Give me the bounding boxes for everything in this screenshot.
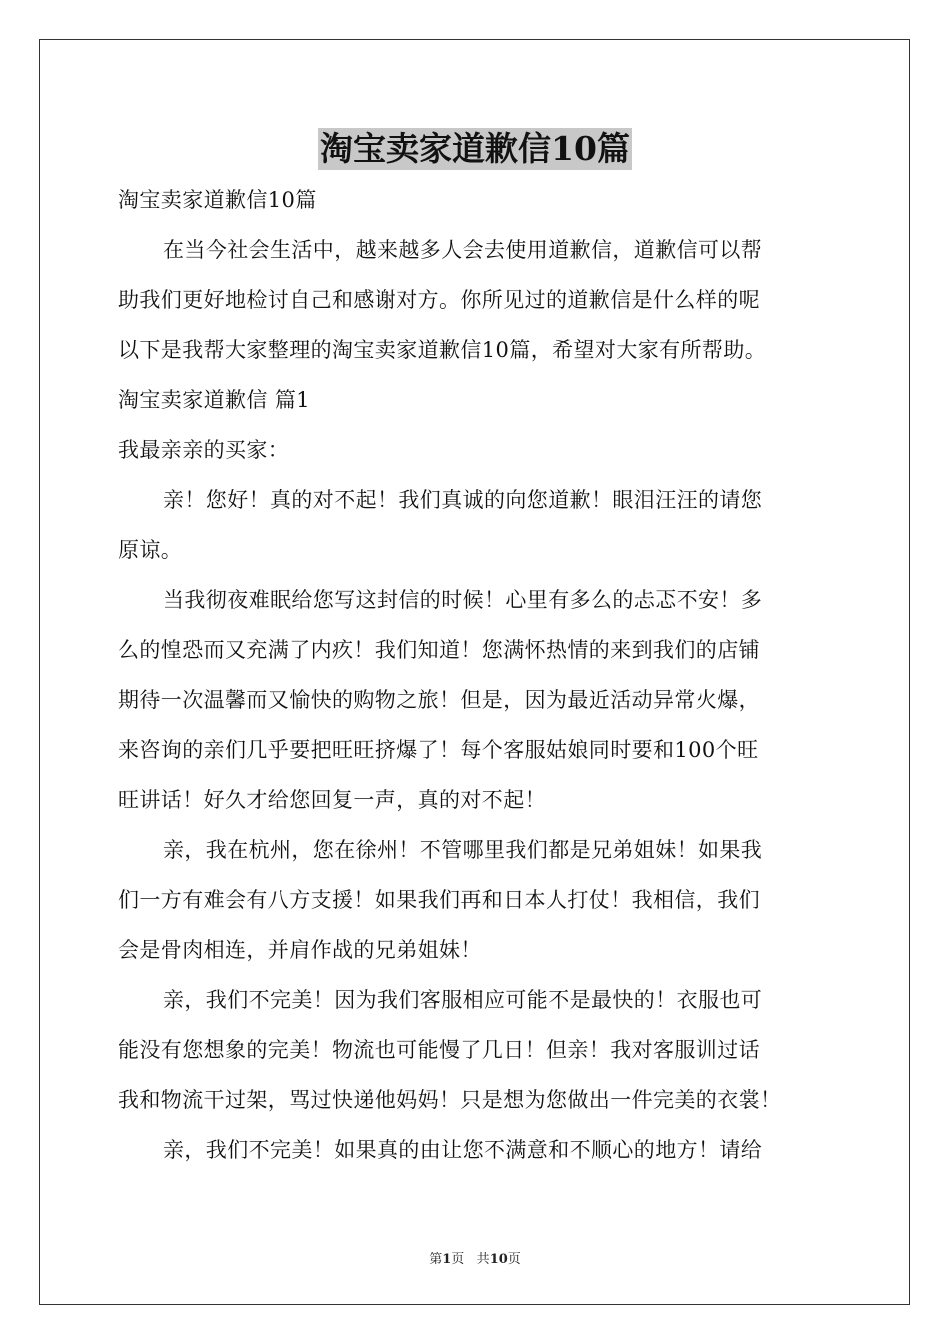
footer-total-suffix: 页 [507,1252,521,1267]
paragraph-line: 会是骨肉相连，并肩作战的兄弟姐妹！ [118,938,482,962]
paragraph-line: 旺讲话！好久才给您回复一声，真的对不起！ [118,788,546,812]
paragraph-line: 当我彻夜难眠给您写这封信的时候！心里有多么的忐忑不安！多 [163,588,763,612]
paragraph-line: 亲，我们不完美！因为我们客服相应可能不是最快的！衣服也可 [163,988,763,1012]
title-container [0,128,950,170]
footer-total-pages: 10 [489,1252,508,1267]
paragraph-line: 在当今社会生活中，越来越多人会去使用道歉信，道歉信可以帮 [163,238,763,262]
paragraph-line: 亲，我在杭州，您在徐州！不管哪里我们都是兄弟姐妹！如果我 [163,838,763,862]
paragraph-line: 原谅。 [118,538,183,562]
footer-page-prefix: 第 [429,1252,443,1267]
paragraph-line: 亲！您好！真的对不起！我们真诚的向您道歉！眼泪汪汪的请您 [163,488,763,512]
subtitle-line: 淘宝卖家道歉信10篇 [118,188,317,212]
paragraph-line: 以下是我帮大家整理的淘宝卖家道歉信10篇，希望对大家有所帮助。 [118,338,767,362]
paragraph-line: 亲，我们不完美！如果真的由让您不满意和不顺心的地方！请给 [163,1138,763,1162]
salutation: 我最亲亲的买家： [118,438,290,462]
paragraph-line: 们一方有难会有八方支援！如果我们再和日本人打仗！我相信，我们 [118,888,760,912]
section-heading: 淘宝卖家道歉信 篇1 [118,388,311,412]
footer-page-suffix: 页 [451,1252,465,1267]
paragraph-line: 期待一次温馨而又愉快的购物之旅！但是，因为最近活动异常火爆， [118,688,760,712]
page-footer [0,1248,950,1267]
page-border [39,39,910,1305]
footer-total-prefix: 共 [476,1252,490,1267]
paragraph-line: 助我们更好地检讨自己和感谢对方。你所见过的道歉信是什么样的呢 [118,288,760,312]
paragraph-line: 来咨询的亲们几乎要把旺旺挤爆了！每个客服姑娘同时要和100个旺 [118,738,759,762]
paragraph-line: 我和物流干过架，骂过快递他妈妈！只是想为您做出一件完美的衣裳！ [118,1088,782,1112]
paragraph-line: 么的惶恐而又充满了内疚！我们知道！您满怀热情的来到我们的店铺 [118,638,760,662]
paragraph-line: 能没有您想象的完美！物流也可能慢了几日！但亲！我对客服训过话 [118,1038,760,1062]
footer-page-number: 1 [442,1252,452,1267]
document-title: 淘宝卖家道歉信10篇 [320,129,630,168]
